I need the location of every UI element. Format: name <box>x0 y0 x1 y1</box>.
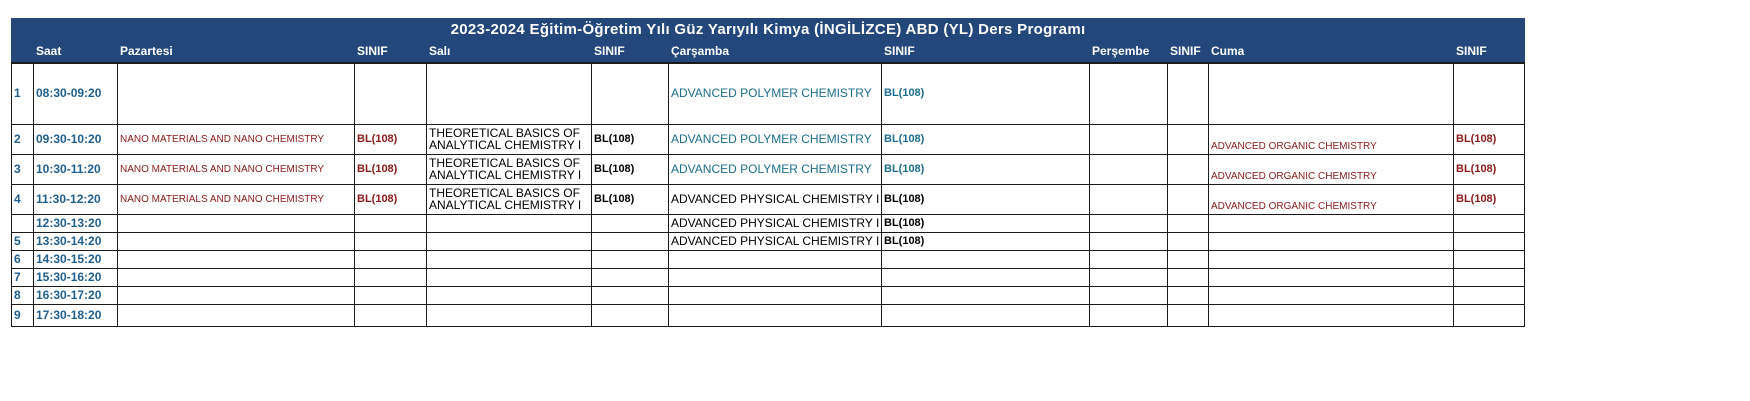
pazartesi-room: BL(108) <box>355 124 427 154</box>
pazartesi-course <box>118 232 355 250</box>
carsamba-course: ADVANCED POLYMER CHEMISTRY <box>669 124 882 154</box>
sali-room <box>592 268 669 286</box>
pazartesi-room <box>355 268 427 286</box>
sali-room <box>592 286 669 304</box>
cuma-course: ADVANCED ORGANIC CHEMISTRY <box>1209 184 1454 214</box>
cuma-course <box>1209 63 1454 124</box>
persembe-course <box>1090 232 1168 250</box>
table-row <box>12 232 1525 250</box>
row-number: 6 <box>12 250 34 268</box>
persembe-course <box>1090 124 1168 154</box>
time-slot: 13:30-14:20 <box>34 232 118 250</box>
cuma-room <box>1454 214 1525 232</box>
cuma-course <box>1209 268 1454 286</box>
sali-room <box>592 304 669 326</box>
header-sali: Salı <box>427 40 592 64</box>
row-number: 5 <box>12 232 34 250</box>
header-num <box>12 40 34 64</box>
pazartesi-course <box>118 214 355 232</box>
persembe-course <box>1090 184 1168 214</box>
persembe-room <box>1168 250 1209 268</box>
sali-course <box>427 304 592 326</box>
carsamba-course: ADVANCED POLYMER CHEMISTRY <box>669 154 882 184</box>
carsamba-room: BL(108) <box>882 124 1090 154</box>
row-number: 7 <box>12 268 34 286</box>
cuma-room <box>1454 232 1525 250</box>
sali-course <box>427 250 592 268</box>
schedule-sheet <box>11 18 1524 327</box>
cuma-room <box>1454 304 1525 326</box>
header-sinif-5: SINIF <box>1454 40 1525 64</box>
persembe-room <box>1168 232 1209 250</box>
cuma-room: BL(108) <box>1454 184 1525 214</box>
pazartesi-course <box>118 286 355 304</box>
header-saat: Saat <box>34 40 118 64</box>
pazartesi-course <box>118 304 355 326</box>
time-slot: 16:30-17:20 <box>34 286 118 304</box>
carsamba-room <box>882 268 1090 286</box>
carsamba-room: BL(108) <box>882 214 1090 232</box>
cuma-course <box>1209 250 1454 268</box>
row-number <box>12 214 34 232</box>
pazartesi-room <box>355 232 427 250</box>
cuma-course <box>1209 232 1454 250</box>
sali-course <box>427 63 592 124</box>
table-row <box>12 184 1525 214</box>
sali-course <box>427 232 592 250</box>
carsamba-room: BL(108) <box>882 232 1090 250</box>
time-slot: 12:30-13:20 <box>34 214 118 232</box>
pazartesi-room: BL(108) <box>355 184 427 214</box>
sali-course <box>427 286 592 304</box>
pazartesi-course: NANO MATERIALS AND NANO CHEMISTRY <box>118 124 355 154</box>
persembe-room <box>1168 214 1209 232</box>
pazartesi-room <box>355 304 427 326</box>
sali-room <box>592 63 669 124</box>
carsamba-course <box>669 268 882 286</box>
time-slot: 10:30-11:20 <box>34 154 118 184</box>
pazartesi-room: BL(108) <box>355 154 427 184</box>
header-cuma: Cuma <box>1209 40 1454 64</box>
sali-room <box>592 250 669 268</box>
sali-course: THEORETICAL BASICS OF ANALYTICAL CHEMISTRY I <box>427 124 592 154</box>
sali-room <box>592 232 669 250</box>
persembe-course <box>1090 154 1168 184</box>
persembe-course <box>1090 286 1168 304</box>
sali-course: THEORETICAL BASICS OF ANALYTICAL CHEMISTRY I <box>427 184 592 214</box>
time-slot: 11:30-12:20 <box>34 184 118 214</box>
row-number: 9 <box>12 304 34 326</box>
time-slot: 15:30-16:20 <box>34 268 118 286</box>
sali-course <box>427 214 592 232</box>
carsamba-course: ADVANCED PHYSICAL CHEMISTRY I <box>669 184 882 214</box>
table-row <box>12 304 1525 326</box>
persembe-room <box>1168 304 1209 326</box>
carsamba-room <box>882 286 1090 304</box>
table-row <box>12 214 1525 232</box>
carsamba-room <box>882 304 1090 326</box>
schedule-table <box>11 18 1525 327</box>
persembe-room <box>1168 124 1209 154</box>
persembe-course <box>1090 63 1168 124</box>
cuma-room <box>1454 63 1525 124</box>
carsamba-course: ADVANCED POLYMER CHEMISTRY <box>669 63 882 124</box>
header-sinif-3: SINIF <box>882 40 1090 64</box>
header-sinif-4: SINIF <box>1168 40 1209 64</box>
pazartesi-course <box>118 250 355 268</box>
carsamba-course: ADVANCED PHYSICAL CHEMISTRY I <box>669 232 882 250</box>
pazartesi-course <box>118 63 355 124</box>
header-sinif-1: SINIF <box>355 40 427 64</box>
header-row <box>12 40 1525 64</box>
table-row <box>12 250 1525 268</box>
cuma-course <box>1209 304 1454 326</box>
persembe-course <box>1090 214 1168 232</box>
cuma-room: BL(108) <box>1454 124 1525 154</box>
pazartesi-room <box>355 214 427 232</box>
pazartesi-course: NANO MATERIALS AND NANO CHEMISTRY <box>118 184 355 214</box>
cuma-course: ADVANCED ORGANIC CHEMISTRY <box>1209 154 1454 184</box>
row-number: 1 <box>12 63 34 124</box>
time-slot: 17:30-18:20 <box>34 304 118 326</box>
cuma-course <box>1209 214 1454 232</box>
cuma-room <box>1454 268 1525 286</box>
pazartesi-course: NANO MATERIALS AND NANO CHEMISTRY <box>118 154 355 184</box>
row-number: 2 <box>12 124 34 154</box>
carsamba-course <box>669 286 882 304</box>
sali-room: BL(108) <box>592 184 669 214</box>
persembe-course <box>1090 304 1168 326</box>
table-row <box>12 268 1525 286</box>
persembe-course <box>1090 268 1168 286</box>
cuma-room <box>1454 250 1525 268</box>
sali-course <box>427 268 592 286</box>
cuma-room: BL(108) <box>1454 154 1525 184</box>
row-number: 4 <box>12 184 34 214</box>
row-number: 8 <box>12 286 34 304</box>
table-row <box>12 286 1525 304</box>
sali-course: THEORETICAL BASICS OF ANALYTICAL CHEMISTRY I <box>427 154 592 184</box>
cuma-course <box>1209 286 1454 304</box>
table-row <box>12 154 1525 184</box>
time-slot: 08:30-09:20 <box>34 63 118 124</box>
page-title: 2023-2024 Eğitim-Öğretim Yılı Güz Yarıyılı Kimya (İNGİLİZCE) ABD (YL) Ders Programı <box>12 19 1525 40</box>
persembe-room <box>1168 184 1209 214</box>
pazartesi-room <box>355 286 427 304</box>
sali-room: BL(108) <box>592 124 669 154</box>
header-carsamba: Çarşamba <box>669 40 882 64</box>
header-sinif-2: SINIF <box>592 40 669 64</box>
persembe-room <box>1168 286 1209 304</box>
title-row <box>12 19 1525 40</box>
header-persembe: Perşembe <box>1090 40 1168 64</box>
carsamba-room: BL(108) <box>882 63 1090 124</box>
pazartesi-room <box>355 250 427 268</box>
persembe-room <box>1168 63 1209 124</box>
sali-room <box>592 214 669 232</box>
table-row <box>12 124 1525 154</box>
carsamba-room <box>882 250 1090 268</box>
cuma-course: ADVANCED ORGANIC CHEMISTRY <box>1209 124 1454 154</box>
carsamba-course <box>669 304 882 326</box>
header-pazartesi: Pazartesi <box>118 40 355 64</box>
pazartesi-course <box>118 268 355 286</box>
carsamba-course <box>669 250 882 268</box>
row-number: 3 <box>12 154 34 184</box>
cuma-room <box>1454 286 1525 304</box>
persembe-room <box>1168 154 1209 184</box>
carsamba-room: BL(108) <box>882 154 1090 184</box>
persembe-room <box>1168 268 1209 286</box>
pazartesi-room <box>355 63 427 124</box>
carsamba-course: ADVANCED PHYSICAL CHEMISTRY I <box>669 214 882 232</box>
carsamba-room: BL(108) <box>882 184 1090 214</box>
table-row <box>12 63 1525 124</box>
time-slot: 14:30-15:20 <box>34 250 118 268</box>
time-slot: 09:30-10:20 <box>34 124 118 154</box>
sali-room: BL(108) <box>592 154 669 184</box>
persembe-course <box>1090 250 1168 268</box>
